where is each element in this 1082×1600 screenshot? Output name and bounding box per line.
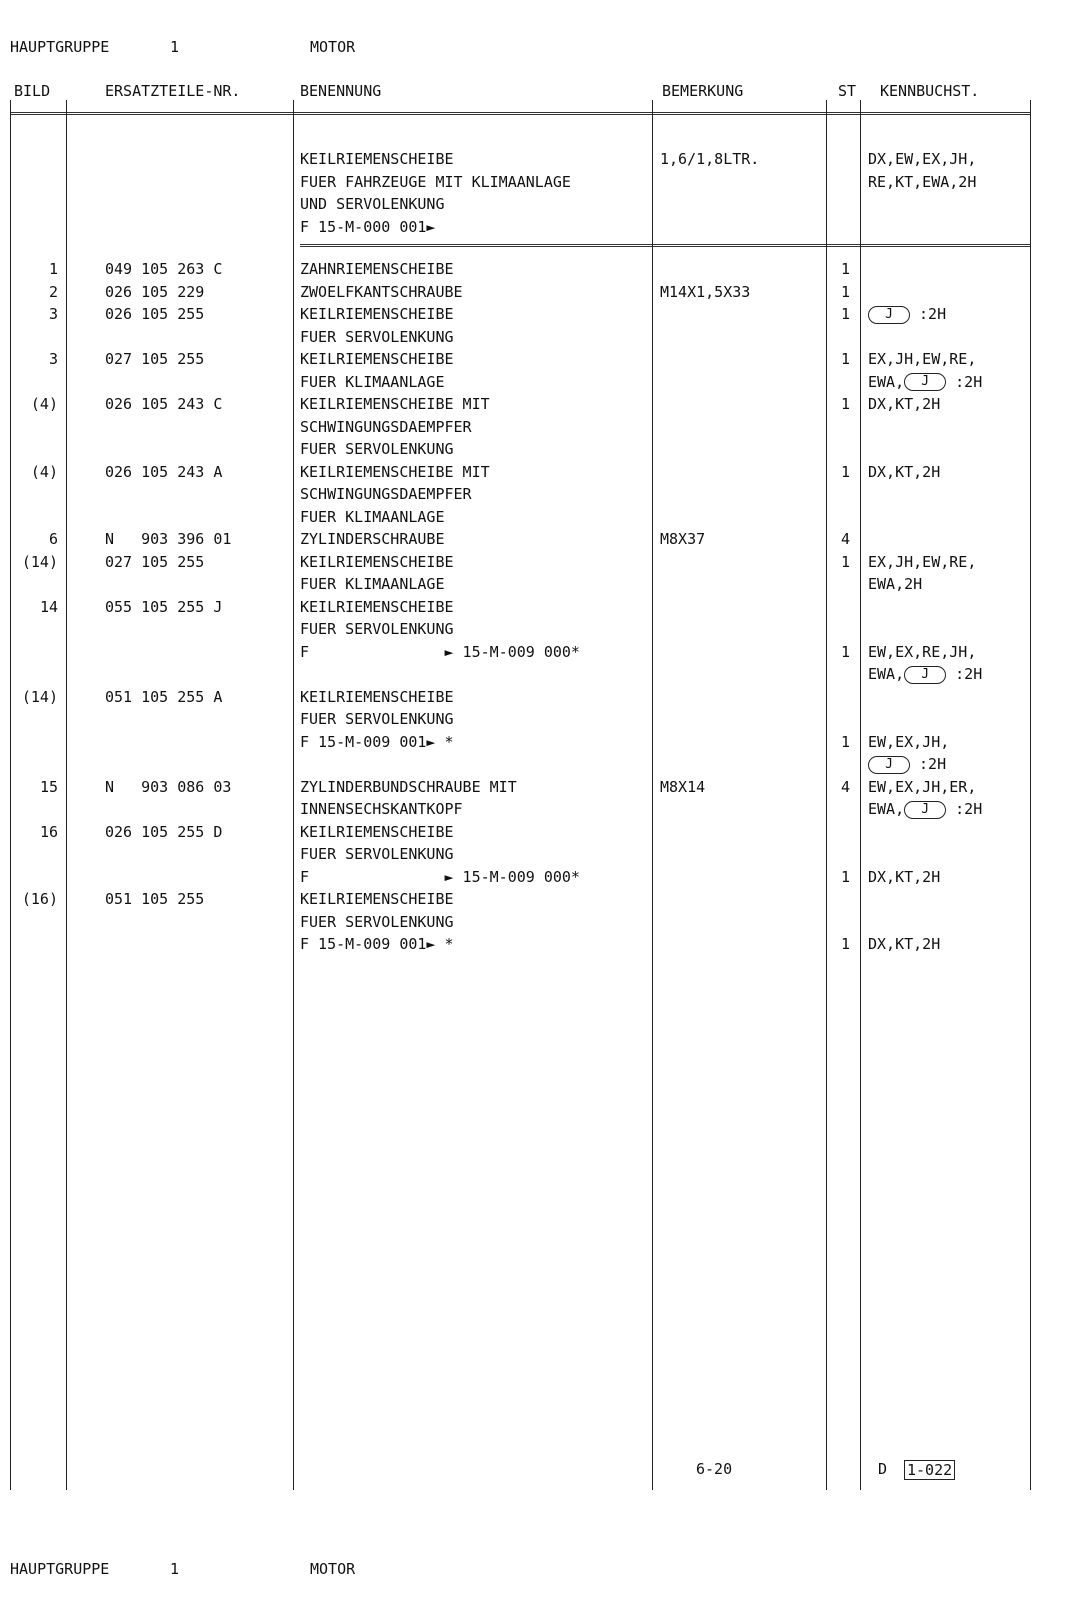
col-bild: BILD: [14, 82, 51, 100]
bemerkung-cell: M14X1,5X33: [660, 282, 751, 301]
part-number-cell: 027 105 255: [105, 350, 205, 368]
bild-cell: (14): [21, 552, 58, 571]
kennbuchst-cell: [868, 553, 976, 571]
intro-rule: [300, 244, 1030, 247]
benennung-cell: FUER SERVOLENKUNG: [300, 327, 454, 346]
table-row: [0, 283, 1082, 305]
part-number-cell: 051 105 255 A: [105, 687, 223, 706]
table-row: [0, 688, 1082, 710]
table-row: [0, 305, 1082, 327]
kennbuchst-text: EWA,: [868, 372, 905, 391]
quantity-cell: 4: [840, 777, 850, 796]
table-row: [0, 800, 1082, 822]
kennbuchst-cell: [868, 643, 976, 661]
bild-cell: 6: [48, 530, 58, 548]
kennbuchst-cell: [868, 733, 949, 751]
kennbuchst-text: DX,EW,EX,JH,: [868, 150, 977, 168]
benennung-cell: KEILRIEMENSCHEIBE: [300, 687, 454, 706]
kennbuchst-text: DX,KT,2H: [868, 867, 941, 886]
bemerkung-cell: M8X14: [660, 777, 706, 796]
table-row: [0, 440, 1082, 462]
quantity-cell: 4: [840, 530, 850, 548]
quantity-cell: 1: [840, 642, 850, 661]
bild-cell: 2: [48, 282, 58, 301]
kennbuchst-cell: [868, 755, 946, 774]
kennbuchst-suffix: :2H: [910, 755, 947, 773]
table-row: [0, 598, 1082, 620]
benennung-cell: KEILRIEMENSCHEIBE: [300, 597, 454, 616]
bild-cell: (4): [30, 462, 58, 481]
kennbuchst-cell: [868, 305, 946, 324]
table-row: [0, 260, 1082, 282]
quantity-cell: 1: [840, 260, 850, 278]
circled-j-mark: J: [904, 666, 946, 684]
table-row: [0, 463, 1082, 485]
benennung-cell: FUER KLIMAANLAGE: [300, 507, 445, 526]
benennung-cell: FUER SERVOLENKUNG: [300, 845, 454, 863]
col-ersatzteile: ERSATZTEILE-NR.: [105, 82, 241, 100]
part-number-cell: 026 105 229: [105, 282, 205, 301]
kennbuchst-text: DX,KT,2H: [868, 935, 941, 953]
kennbuchst-suffix: :2H: [946, 665, 983, 683]
kennbuchst-text: EWA,: [868, 800, 905, 818]
circled-j-mark: J: [904, 373, 946, 391]
benennung-cell: FUER SERVOLENKUNG: [300, 440, 454, 458]
benennung-cell: SCHWINGUNGSDAEMPFER: [300, 485, 472, 503]
bild-cell: (4): [30, 395, 58, 413]
benennung-cell: KEILRIEMENSCHEIBE: [300, 150, 454, 168]
kennbuchst-text: EW,EX,JH,ER,: [868, 777, 977, 796]
table-row: [0, 890, 1082, 912]
kennbuchst-cell: [868, 868, 940, 886]
bild-cell: 14: [39, 597, 58, 616]
part-number-cell: 026 105 243 A: [105, 462, 223, 481]
part-number-cell: 026 105 243 C: [105, 395, 223, 413]
part-number-cell: 051 105 255: [105, 890, 205, 908]
table-row: [0, 485, 1082, 507]
table-row: [0, 778, 1082, 800]
kennbuchst-cell: [868, 463, 940, 481]
part-number-cell: 027 105 255: [105, 552, 205, 571]
bottom-header-number: 1: [170, 1560, 180, 1578]
benennung-cell: SCHWINGUNGSDAEMPFER: [300, 417, 472, 436]
kennbuchst-cell: [868, 395, 940, 413]
benennung-cell: F 15-M-009 001► *: [300, 935, 454, 953]
bild-cell: (14): [21, 687, 58, 706]
page-header: [10, 38, 356, 56]
benennung-cell: UND SERVOLENKUNG: [300, 195, 445, 213]
table-row: [0, 823, 1082, 845]
kennbuchst-text: EWA,: [868, 665, 905, 683]
col-st: ST: [838, 82, 857, 100]
table-row: [0, 868, 1082, 890]
benennung-cell: ZWOELFKANTSCHRAUBE: [300, 282, 463, 301]
kennbuchst-cell: [868, 935, 940, 953]
table-row: [0, 530, 1082, 552]
benennung-cell: KEILRIEMENSCHEIBE: [300, 890, 454, 908]
bottom-page-header: [10, 1560, 610, 1578]
benennung-cell: FUER KLIMAANLAGE: [300, 372, 445, 391]
part-number-cell: N 903 086 03: [105, 777, 232, 796]
kennbuchst-text: EX,JH,EW,RE,: [868, 350, 977, 368]
benennung-cell: INNENSECHSKANTKOPF: [300, 800, 463, 818]
quantity-cell: 1: [840, 350, 850, 368]
quantity-cell: 1: [840, 732, 850, 751]
quantity-cell: 1: [840, 395, 850, 413]
benennung-cell: F ► 15-M-009 000*: [300, 867, 580, 886]
quantity-cell: 1: [840, 305, 850, 323]
table-row: [0, 845, 1082, 867]
benennung-cell: ZYLINDERBUNDSCHRAUBE MIT: [300, 777, 517, 796]
table-row: [0, 913, 1082, 935]
kennbuchst-suffix: :2H: [946, 372, 983, 391]
kennbuchst-cell: [868, 150, 976, 168]
circled-j-mark: J: [868, 756, 910, 774]
part-number-cell: 049 105 263 C: [105, 260, 223, 278]
quantity-cell: 1: [840, 935, 850, 953]
footer-letter: D: [878, 1460, 888, 1478]
benennung-cell: F 15-M-009 001► *: [300, 732, 454, 751]
table-row: [0, 350, 1082, 372]
kennbuchst-text: EX,JH,EW,RE,: [868, 552, 977, 571]
header-number: 1: [170, 38, 180, 56]
kennbuchst-cell: [868, 800, 982, 819]
table-row: [0, 553, 1082, 575]
quantity-cell: 1: [840, 867, 850, 886]
table-row: [0, 373, 1082, 395]
benennung-cell: FUER FAHRZEUGE MIT KLIMAANLAGE: [300, 172, 571, 191]
bottom-header-label: HAUPTGRUPPE: [10, 1560, 110, 1578]
col-kennbuchst: KENNBUCHST.: [880, 82, 980, 100]
kennbuchst-suffix: :2H: [946, 800, 983, 818]
header-name: MOTOR: [310, 38, 356, 56]
part-number-cell: 026 105 255 D: [105, 822, 223, 841]
table-row: [0, 755, 1082, 777]
table-row: [0, 710, 1082, 732]
benennung-cell: KEILRIEMENSCHEIBE MIT: [300, 462, 490, 481]
kennbuchst-text: DX,KT,2H: [868, 395, 941, 413]
bemerkung-cell: M8X37: [660, 530, 706, 548]
benennung-cell: KEILRIEMENSCHEIBE MIT: [300, 395, 490, 413]
table-row: [0, 935, 1082, 957]
part-number-cell: N 903 396 01: [105, 530, 232, 548]
table-row: [0, 218, 1082, 240]
kennbuchst-text: EW,EX,RE,JH,: [868, 642, 977, 661]
bemerkung-cell: 1,6/1,8LTR.: [660, 150, 760, 168]
benennung-cell: FUER KLIMAANLAGE: [300, 575, 445, 593]
table-row: [0, 575, 1082, 597]
table-row: [0, 665, 1082, 687]
benennung-cell: KEILRIEMENSCHEIBE: [300, 552, 454, 571]
benennung-cell: KEILRIEMENSCHEIBE: [300, 822, 454, 841]
quantity-cell: 1: [840, 282, 850, 301]
part-number-cell: 026 105 255: [105, 305, 205, 323]
kennbuchst-text: EWA,2H: [868, 575, 923, 593]
kennbuchst-cell: [868, 575, 922, 593]
kennbuchst-text: EW,EX,JH,: [868, 732, 950, 751]
bild-cell: 1: [48, 260, 58, 278]
kennbuchst-text: RE,KT,EWA,2H: [868, 172, 977, 191]
table-row: [0, 418, 1082, 440]
bild-cell: 16: [39, 822, 58, 841]
benennung-cell: KEILRIEMENSCHEIBE: [300, 350, 454, 368]
kennbuchst-cell: [868, 373, 982, 392]
table-row: [0, 328, 1082, 350]
header-label: HAUPTGRUPPE: [10, 38, 110, 56]
bild-cell: 15: [39, 777, 58, 796]
benennung-cell: FUER SERVOLENKUNG: [300, 710, 454, 728]
col-bemerkung: BEMERKUNG: [662, 82, 744, 100]
benennung-cell: ZAHNRIEMENSCHEIBE: [300, 260, 454, 278]
bild-cell: 3: [48, 305, 58, 323]
benennung-cell: KEILRIEMENSCHEIBE: [300, 305, 454, 323]
benennung-cell: FUER SERVOLENKUNG: [300, 912, 454, 931]
table-row: [0, 733, 1082, 755]
kennbuchst-text: DX,KT,2H: [868, 462, 941, 481]
bottom-header-name: MOTOR: [310, 1560, 356, 1578]
header-rule: [10, 112, 1030, 115]
circled-j-mark: J: [904, 801, 946, 819]
table-row: [0, 395, 1082, 417]
kennbuchst-cell: [868, 173, 976, 191]
kennbuchst-cell: [868, 350, 976, 368]
benennung-cell: F ► 15-M-009 000*: [300, 642, 580, 661]
kennbuchst-cell: [868, 778, 976, 796]
benennung-cell: ZYLINDERSCHRAUBE: [300, 530, 445, 548]
circled-j-mark: J: [868, 306, 910, 324]
quantity-cell: 1: [840, 552, 850, 571]
col-benennung: BENENNUNG: [300, 82, 382, 100]
page-number: 6-20: [696, 1460, 733, 1478]
footer-code: 1-022: [904, 1460, 955, 1480]
quantity-cell: 1: [840, 462, 850, 481]
table-row: [0, 195, 1082, 217]
table-row: [0, 620, 1082, 642]
kennbuchst-cell: [868, 665, 982, 684]
table-row: [0, 643, 1082, 665]
bild-cell: 3: [48, 350, 58, 368]
table-row: [0, 508, 1082, 530]
bild-cell: (16): [21, 890, 58, 908]
kennbuchst-suffix: :2H: [910, 305, 947, 323]
table-row: [0, 173, 1082, 195]
benennung-cell: FUER SERVOLENKUNG: [300, 620, 454, 638]
benennung-cell: F 15-M-000 001►: [300, 217, 436, 236]
table-row: [0, 150, 1082, 172]
part-number-cell: 055 105 255 J: [105, 597, 223, 616]
